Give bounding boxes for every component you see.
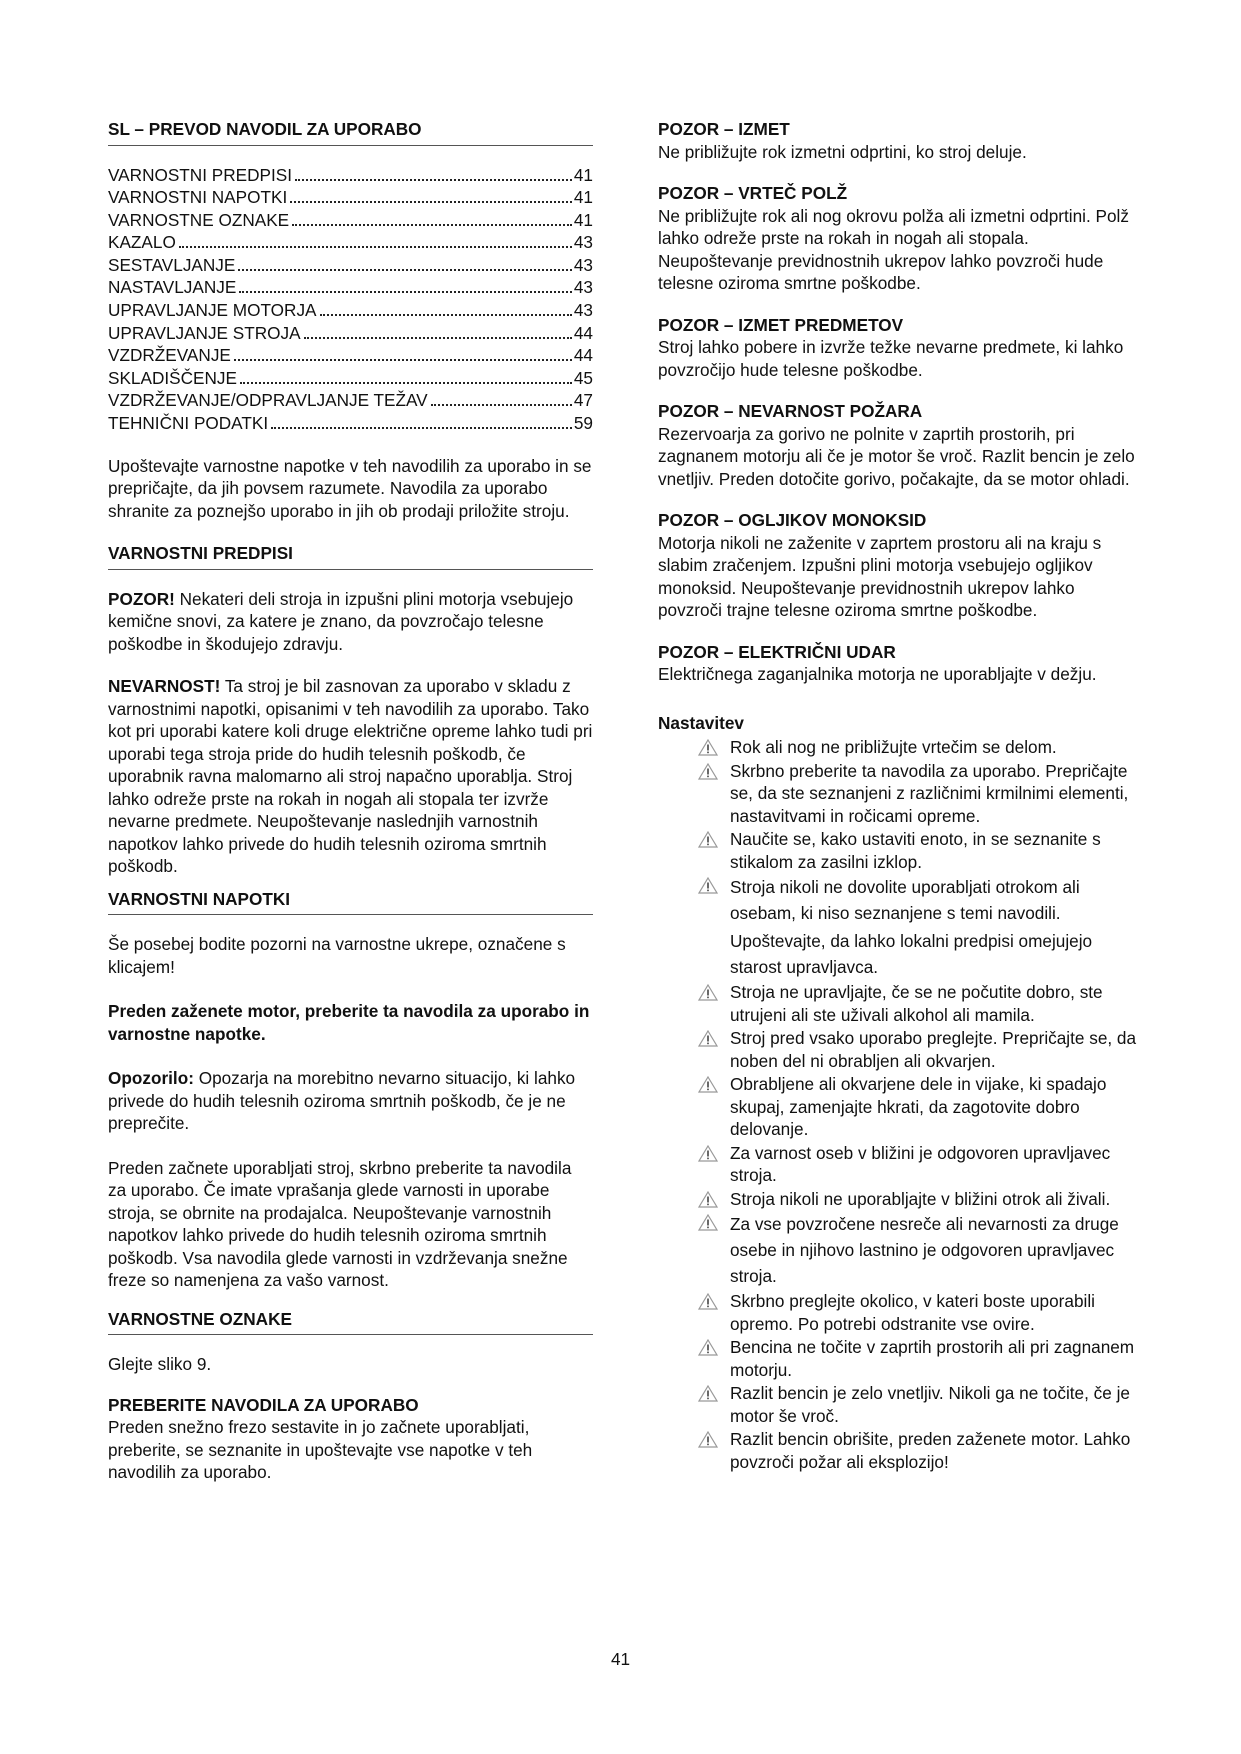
warning-block (658, 641, 1143, 686)
toc-leader (292, 224, 572, 226)
warning-text: Električnega zaganjalnika motorja ne uporabljajte v dežju. (658, 664, 1097, 684)
list-item-extra-text: Upoštevajte, da lahko lokalni predpisi omejujejo starost upravljavca. (730, 931, 1093, 977)
toc-page: 43 (573, 277, 593, 298)
list-item-text: Skrbno preberite ta navodila za uporabo. Prepričajte se, da ste seznanjeni z različnimi krmilnimi elementi, nastavitvami in ročicami opreme. (730, 760, 1129, 826)
toc-leader (179, 246, 572, 248)
toc-leader (304, 337, 572, 339)
toc-label: NASTAVLJANJE (108, 277, 237, 298)
warning-triangle-icon (698, 1030, 718, 1047)
warning-block (658, 182, 1143, 295)
warning-triangle-icon (698, 831, 718, 848)
list-item (658, 828, 1143, 873)
list-item (658, 760, 1143, 828)
toc-leader (295, 179, 572, 181)
nastavitev-title: Nastavitev (658, 712, 744, 733)
opozorilo-text: Opozarja na morebitno nevarno situacijo, ki lahko privede do hudih telesnih oziroma smrtnih poškodb, če je ne preprečite. (108, 1068, 576, 1134)
list-item-text: Stroja ne upravljajte, če se ne počutite dobro, ste utrujeni ali ste uživali alkohol ali mamila. (730, 982, 1103, 1025)
toc-leader (431, 404, 572, 406)
opozorilo-paragraph (108, 1067, 593, 1135)
toc-page: 44 (573, 322, 593, 343)
pozor-paragraph (108, 588, 593, 656)
pozor-text: Nekateri deli stroja in izpušni plini motorja vsebujejo kemične snovi, za katere je znano, da povzročajo telesne poškodbe in škodujejo zdravju. (108, 588, 574, 654)
toc-item[interactable] (108, 231, 593, 254)
toc-page: 41 (573, 209, 593, 230)
list-item (658, 981, 1143, 1026)
list-item-text: Stroja nikoli ne uporabljajte v bližini otrok ali živali. (730, 1188, 1111, 1209)
toc-leader (320, 314, 572, 316)
document-title: SL – PREVOD NAVODIL ZA UPORABO (108, 118, 593, 146)
toc-page: 59 (573, 413, 593, 434)
list-item-text: Za vse povzročene nesreče ali nevarnosti za druge osebe in njihovo lastnino je odgovoren upravljavec stroja. (730, 1214, 1119, 1286)
toc-label: SESTAVLJANJE (108, 254, 236, 275)
list-item (658, 1336, 1143, 1381)
toc-page: 47 (573, 390, 593, 411)
opozorilo-label: Opozorilo: (108, 1068, 194, 1089)
list-item-text: Za varnost oseb v bližini je odgovoren upravljavec stroja. (730, 1142, 1111, 1185)
toc-item[interactable] (108, 209, 593, 232)
nevarnost-paragraph (108, 675, 593, 878)
table-of-contents (108, 164, 593, 435)
list-item (658, 874, 1143, 980)
list-item (658, 1211, 1143, 1289)
toc-item[interactable] (108, 322, 593, 345)
toc-item[interactable] (108, 276, 593, 299)
toc-leader (290, 201, 572, 203)
warning-triangle-icon (698, 763, 718, 780)
warning-text: Stroj lahko pobere in izvrže težke nevarne predmete, ki lahko povzročijo hude telesne poškodbe. (658, 337, 1124, 380)
warning-title: POZOR – ELEKTRIČNI UDAR (658, 641, 896, 662)
toc-label: VZDRŽEVANJE/ODPRAVLJANJE TEŽAV (108, 390, 428, 411)
list-item-text: Razlit bencin obrišite, preden zaženete motor. Lahko povzroči požar ali eksplozijo! (730, 1429, 1131, 1472)
preberite-subtitle: PREBERITE NAVODILA ZA UPORABO (108, 1394, 419, 1415)
warning-triangle-icon (698, 1145, 718, 1162)
oznake-paragraph: Glejte sliko 9. (108, 1354, 212, 1375)
list-item-text: Rok ali nog ne približujte vrtečim se delom. (730, 737, 1057, 757)
toc-leader (240, 382, 572, 384)
toc-item[interactable] (108, 389, 593, 412)
nevarnost-text: Ta stroj je bil zasnovan za uporabo v skladu z varnostnimi napotki, opisanimi v teh navodilih za uporabo. Tako kot pri uporabi katere koli druge električne opreme lahko tudi pri uporabi tega stroja pride do hudih telesnih poškodb, če uporabnik ravna malomarno ali stroj napačno uporablja. Stroj lahko odreže prste na rokah in nogah ali stopala ter izvrže nevarne predmete. Neupoštevanje naslednjih varnostnih napotkov lahko privede do hudih telesnih oziroma smrtnih poškodb. (108, 676, 593, 877)
napotki-bold-paragraph: Preden zaženete motor, preberite ta navodila za uporabo in varnostne napotke. (108, 1001, 590, 1044)
toc-page: 43 (573, 232, 593, 253)
warning-text: Motorja nikoli ne zaženite v zaprtem prostoru ali na kraju s slabim zračenjem. Izpušni plini motorja vsebujejo ogljikov monoksid. Neupoštevanje previdnostnih ukrepov lahko povzroči trajne telesne oziroma smrtne poškodbe. (658, 532, 1102, 620)
warning-triangle-icon (698, 1339, 718, 1356)
toc-leader (271, 427, 572, 429)
section-title-oznake: VARNOSTNE OZNAKE (108, 1308, 593, 1336)
toc-label: VARNOSTNE OZNAKE (108, 209, 290, 230)
toc-label: VARNOSTNI NAPOTKI (108, 187, 288, 208)
list-item (658, 1428, 1143, 1473)
toc-page: 41 (573, 164, 593, 185)
toc-item[interactable] (108, 254, 593, 277)
warning-triangle-icon (698, 1191, 718, 1208)
toc-page: 45 (573, 367, 593, 388)
warning-title: POZOR – NEVARNOST POŽARA (658, 401, 923, 421)
intro-paragraph: Upoštevajte varnostne napotke v teh navodilih za uporabo in se prepričajte, da jih povsem razumete. Navodila za uporabo shranite za poznejšo uporabo in jih ob prodaji priložite stroju. (108, 455, 592, 521)
warning-block (658, 400, 1143, 490)
list-item (658, 1073, 1143, 1141)
warning-block (658, 509, 1143, 622)
toc-page: 41 (573, 187, 593, 208)
toc-page: 44 (573, 345, 593, 366)
warning-block (658, 118, 1143, 163)
toc-label: VZDRŽEVANJE (108, 345, 231, 366)
toc-label: KAZALO (108, 232, 176, 253)
preberite-paragraph: Preden snežno frezo sestavite in jo začnete uporabljati, preberite, se seznanite in upoštevajte vse napotke v teh navodilih za uporabo. (108, 1417, 533, 1483)
nastavitev-list (658, 736, 1143, 1473)
toc-leader (234, 359, 572, 361)
toc-page: 43 (573, 300, 593, 321)
toc-label: UPRAVLJANJE STROJA (108, 322, 301, 343)
page-number: 41 (610, 1649, 631, 1669)
warning-title: POZOR – VRTEČ POLŽ (658, 183, 848, 203)
list-item (658, 1188, 1143, 1211)
list-item-text: Obrabljene ali okvarjene dele in vijake, ki spadajo skupaj, zamenjajte hkrati, da zagotovite dobro delovanje. (730, 1074, 1107, 1139)
warning-text: Ne približujte rok izmetni odprtini, ko stroj deluje. (658, 141, 1027, 162)
toc-leader (239, 291, 572, 293)
warning-triangle-icon (698, 1293, 718, 1310)
toc-leader (238, 269, 572, 271)
warning-triangle-icon (698, 1076, 718, 1093)
warning-title: POZOR – IZMET (658, 119, 790, 139)
left-column (108, 118, 593, 1504)
warning-title: POZOR – IZMET PREDMETOV (658, 314, 904, 335)
warning-triangle-icon (698, 739, 718, 756)
warning-block (658, 314, 1143, 382)
list-item (658, 736, 1143, 759)
warning-triangle-icon (698, 877, 718, 894)
list-item-text: Stroj pred vsako uporabo preglejte. Prepričajte se, da noben del ni obrabljen ali okvarjen. (730, 1028, 1137, 1071)
toc-item[interactable] (108, 299, 593, 322)
toc-label: VARNOSTNI PREDPISI (108, 164, 293, 185)
toc-item[interactable] (108, 164, 593, 187)
toc-label: TEHNIČNI PODATKI (108, 413, 269, 434)
warning-triangle-icon (698, 1431, 718, 1448)
list-item-text: Skrbno preglejte okolico, v kateri boste uporabili opremo. Po potrebi odstranite vse ovire. (730, 1291, 1095, 1334)
right-column (658, 118, 1143, 1474)
list-item (658, 1382, 1143, 1427)
toc-label: UPRAVLJANJE MOTORJA (108, 300, 317, 321)
list-item-text: Bencina ne točite v zaprtih prostorih ali pri zagnanem motorju. (730, 1337, 1135, 1380)
toc-item[interactable] (108, 344, 593, 367)
pozor-label: POZOR! (108, 588, 175, 609)
list-item (658, 1142, 1143, 1187)
toc-page: 43 (573, 254, 593, 275)
warning-triangle-icon (698, 1214, 718, 1231)
toc-item[interactable] (108, 186, 593, 209)
warning-text: Rezervoarja za gorivo ne polnite v zaprtih prostorih, pri zagnanem motorju ali če je motor še vroč. Razlit bencin je zelo vnetljiv. Preden dotočite gorivo, počakajte, da se motor ohladi. (658, 423, 1135, 489)
list-item-text: Razlit bencin je zelo vnetljiv. Nikoli ga ne točite, če je motor še vroč. (730, 1383, 1130, 1426)
list-item (658, 1290, 1143, 1335)
warning-title: POZOR – OGLJIKOV MONOKSID (658, 510, 927, 530)
toc-item[interactable] (108, 412, 593, 435)
napotki-paragraph-4: Preden začnete uporabljati stroj, skrbno preberite ta navodila za uporabo. Če imate vprašanja glede varnosti in uporabe stroja, se obrnite na prodajalca. Neupoštevanje varnostnih napotkov lahko privede do hudih telesnih oziroma smrtnih poškodb. Vsa navodila glede varnosti in vzdrževanja snežne freze so namenjena za vašo varnost. (108, 1157, 572, 1291)
toc-item[interactable] (108, 367, 593, 390)
napotki-paragraph-1: Še posebej bodite pozorni na varnostne ukrepe, označene s klicajem! (108, 934, 566, 977)
warning-triangle-icon (698, 984, 718, 1001)
list-item-text: Stroja nikoli ne dovolite uporabljati otrokom ali osebam, ki niso seznanjene s temi navodili. (730, 877, 1080, 923)
section-title-predpisi: VARNOSTNI PREDPISI (108, 542, 593, 570)
warning-text: Ne približujte rok ali nog okrovu polža ali izmetni odprtini. Polž lahko odreže prste na rokah in nogah ali stopala. Neupoštevanje previdnostnih ukrepov lahko povzroči hude telesne oziroma smrtne poškodbe. (658, 205, 1129, 293)
list-item-text: Naučite se, kako ustaviti enoto, in se seznanite s stikalom za zasilni izklop. (730, 829, 1101, 872)
nevarnost-label: NEVARNOST! (108, 676, 221, 697)
warning-triangle-icon (698, 1385, 718, 1402)
list-item (658, 1027, 1143, 1072)
toc-label: SKLADIŠČENJE (108, 367, 237, 388)
section-title-napotki: VARNOSTNI NAPOTKI (108, 888, 593, 916)
